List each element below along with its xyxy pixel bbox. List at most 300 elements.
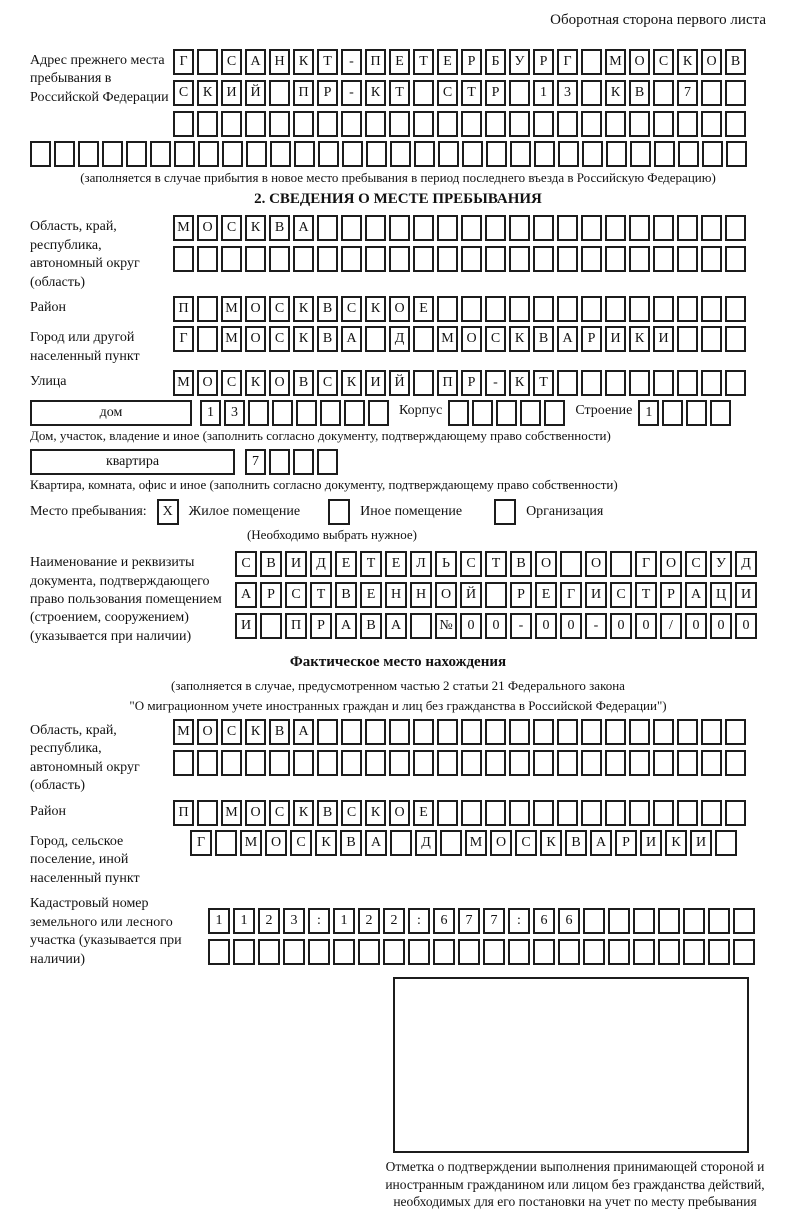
char-cell[interactable] <box>215 830 237 856</box>
char-cell[interactable]: О <box>245 326 266 352</box>
char-cell[interactable]: М <box>465 830 487 856</box>
char-cell[interactable]: К <box>629 326 650 352</box>
char-cell[interactable] <box>605 111 626 137</box>
char-cell[interactable]: С <box>221 719 242 745</box>
char-cell[interactable]: Д <box>735 551 757 577</box>
char-cell[interactable]: Р <box>260 582 282 608</box>
char-cell[interactable]: : <box>408 908 430 934</box>
char-cell[interactable]: Р <box>310 613 332 639</box>
char-cell[interactable]: Г <box>173 49 194 75</box>
house-box[interactable]: дом <box>30 400 192 426</box>
char-cell[interactable] <box>653 80 674 106</box>
char-cell[interactable] <box>233 939 255 965</box>
char-cell[interactable] <box>174 141 195 167</box>
char-cell[interactable] <box>269 80 290 106</box>
char-cell[interactable] <box>269 111 290 137</box>
char-cell[interactable] <box>458 939 480 965</box>
char-cell[interactable]: С <box>290 830 312 856</box>
char-cell[interactable] <box>461 750 482 776</box>
char-cell[interactable] <box>533 800 554 826</box>
char-cell[interactable]: - <box>485 370 506 396</box>
char-cell[interactable]: 2 <box>358 908 380 934</box>
char-cell[interactable] <box>102 141 123 167</box>
char-cell[interactable]: 7 <box>245 449 266 475</box>
char-cell[interactable] <box>126 141 147 167</box>
char-cell[interactable]: О <box>245 296 266 322</box>
char-cell[interactable] <box>510 141 531 167</box>
char-cell[interactable] <box>509 719 530 745</box>
char-cell[interactable] <box>508 939 530 965</box>
char-cell[interactable] <box>725 296 746 322</box>
char-cell[interactable] <box>710 400 731 426</box>
char-cell[interactable]: Й <box>460 582 482 608</box>
char-cell[interactable]: К <box>245 719 266 745</box>
char-cell[interactable] <box>197 800 218 826</box>
char-cell[interactable] <box>390 141 411 167</box>
char-cell[interactable] <box>341 719 362 745</box>
char-cell[interactable] <box>581 750 602 776</box>
char-cell[interactable] <box>658 908 680 934</box>
char-cell[interactable] <box>485 111 506 137</box>
char-cell[interactable]: О <box>197 370 218 396</box>
char-cell[interactable]: К <box>293 800 314 826</box>
char-cell[interactable] <box>365 246 386 272</box>
char-cell[interactable]: А <box>365 830 387 856</box>
char-cell[interactable] <box>733 939 755 965</box>
char-cell[interactable] <box>461 800 482 826</box>
char-cell[interactable]: И <box>605 326 626 352</box>
char-cell[interactable] <box>260 613 282 639</box>
char-cell[interactable]: Е <box>360 582 382 608</box>
char-cell[interactable] <box>581 215 602 241</box>
char-cell[interactable] <box>358 939 380 965</box>
char-cell[interactable] <box>633 939 655 965</box>
char-cell[interactable] <box>318 141 339 167</box>
char-cell[interactable] <box>733 908 755 934</box>
char-cell[interactable]: 6 <box>558 908 580 934</box>
char-cell[interactable] <box>557 750 578 776</box>
char-cell[interactable] <box>605 800 626 826</box>
char-cell[interactable]: М <box>605 49 626 75</box>
flat-box[interactable]: квартира <box>30 449 235 475</box>
char-cell[interactable]: О <box>197 215 218 241</box>
char-cell[interactable] <box>509 750 530 776</box>
char-cell[interactable] <box>150 141 171 167</box>
char-cell[interactable]: В <box>317 296 338 322</box>
char-cell[interactable] <box>509 80 530 106</box>
char-cell[interactable]: Е <box>389 49 410 75</box>
char-cell[interactable] <box>677 215 698 241</box>
char-cell[interactable]: И <box>735 582 757 608</box>
char-cell[interactable]: Р <box>533 49 554 75</box>
char-cell[interactable]: С <box>269 800 290 826</box>
char-cell[interactable] <box>485 246 506 272</box>
char-cell[interactable] <box>389 111 410 137</box>
char-cell[interactable]: К <box>509 326 530 352</box>
char-cell[interactable]: К <box>197 80 218 106</box>
char-cell[interactable]: Т <box>310 582 332 608</box>
char-cell[interactable] <box>245 111 266 137</box>
char-cell[interactable] <box>677 296 698 322</box>
char-cell[interactable]: М <box>240 830 262 856</box>
char-cell[interactable] <box>605 296 626 322</box>
char-cell[interactable]: А <box>245 49 266 75</box>
char-cell[interactable]: А <box>590 830 612 856</box>
char-cell[interactable]: С <box>460 551 482 577</box>
char-cell[interactable]: : <box>508 908 530 934</box>
char-cell[interactable]: В <box>565 830 587 856</box>
char-cell[interactable] <box>702 141 723 167</box>
char-cell[interactable] <box>197 296 218 322</box>
char-cell[interactable] <box>440 830 462 856</box>
char-cell[interactable]: Г <box>190 830 212 856</box>
char-cell[interactable]: К <box>245 370 266 396</box>
char-cell[interactable]: О <box>701 49 722 75</box>
char-cell[interactable] <box>653 800 674 826</box>
char-cell[interactable]: И <box>365 370 386 396</box>
char-cell[interactable] <box>222 141 243 167</box>
char-cell[interactable] <box>678 141 699 167</box>
char-cell[interactable]: 0 <box>535 613 557 639</box>
char-cell[interactable]: И <box>640 830 662 856</box>
char-cell[interactable] <box>413 719 434 745</box>
char-cell[interactable] <box>413 326 434 352</box>
char-cell[interactable]: К <box>540 830 562 856</box>
char-cell[interactable]: Е <box>437 49 458 75</box>
char-cell[interactable] <box>317 750 338 776</box>
char-cell[interactable]: - <box>341 49 362 75</box>
char-cell[interactable] <box>605 750 626 776</box>
char-cell[interactable]: А <box>685 582 707 608</box>
char-cell[interactable]: А <box>385 613 407 639</box>
char-cell[interactable] <box>701 80 722 106</box>
char-cell[interactable] <box>653 215 674 241</box>
char-cell[interactable] <box>365 719 386 745</box>
char-cell[interactable]: О <box>535 551 557 577</box>
char-cell[interactable]: О <box>435 582 457 608</box>
char-cell[interactable] <box>485 800 506 826</box>
char-cell[interactable]: К <box>665 830 687 856</box>
char-cell[interactable]: С <box>173 80 194 106</box>
char-cell[interactable]: : <box>308 908 330 934</box>
char-cell[interactable]: Й <box>245 80 266 106</box>
char-cell[interactable] <box>173 750 194 776</box>
char-cell[interactable] <box>317 246 338 272</box>
char-cell[interactable]: С <box>437 80 458 106</box>
char-cell[interactable] <box>414 141 435 167</box>
char-cell[interactable]: К <box>605 80 626 106</box>
char-cell[interactable] <box>605 370 626 396</box>
char-cell[interactable] <box>317 111 338 137</box>
char-cell[interactable]: П <box>173 296 194 322</box>
char-cell[interactable]: У <box>710 551 732 577</box>
char-cell[interactable] <box>725 246 746 272</box>
char-cell[interactable]: И <box>690 830 712 856</box>
char-cell[interactable] <box>342 141 363 167</box>
char-cell[interactable] <box>413 80 434 106</box>
char-cell[interactable] <box>461 246 482 272</box>
char-cell[interactable] <box>653 296 674 322</box>
char-cell[interactable]: В <box>533 326 554 352</box>
char-cell[interactable] <box>533 750 554 776</box>
char-cell[interactable]: С <box>317 370 338 396</box>
char-cell[interactable] <box>365 215 386 241</box>
char-cell[interactable] <box>245 750 266 776</box>
char-cell[interactable] <box>533 939 555 965</box>
char-cell[interactable] <box>461 296 482 322</box>
char-cell[interactable] <box>198 141 219 167</box>
char-cell[interactable]: Д <box>415 830 437 856</box>
char-cell[interactable] <box>485 215 506 241</box>
char-cell[interactable] <box>662 400 683 426</box>
char-cell[interactable]: 1 <box>638 400 659 426</box>
char-cell[interactable]: 1 <box>200 400 221 426</box>
char-cell[interactable] <box>654 141 675 167</box>
char-cell[interactable] <box>533 246 554 272</box>
char-cell[interactable]: А <box>341 326 362 352</box>
char-cell[interactable]: М <box>173 215 194 241</box>
char-cell[interactable] <box>630 141 651 167</box>
char-cell[interactable]: В <box>269 719 290 745</box>
char-cell[interactable] <box>461 215 482 241</box>
checkbox-organization[interactable] <box>494 499 516 525</box>
char-cell[interactable] <box>509 246 530 272</box>
char-cell[interactable] <box>509 215 530 241</box>
char-cell[interactable] <box>485 719 506 745</box>
char-cell[interactable] <box>629 719 650 745</box>
char-cell[interactable] <box>438 141 459 167</box>
char-cell[interactable] <box>270 141 291 167</box>
char-cell[interactable] <box>701 800 722 826</box>
char-cell[interactable] <box>221 750 242 776</box>
char-cell[interactable]: М <box>221 326 242 352</box>
char-cell[interactable]: М <box>437 326 458 352</box>
char-cell[interactable]: Д <box>389 326 410 352</box>
char-cell[interactable] <box>677 246 698 272</box>
char-cell[interactable]: Д <box>310 551 332 577</box>
char-cell[interactable]: С <box>653 49 674 75</box>
char-cell[interactable] <box>581 80 602 106</box>
char-cell[interactable] <box>30 141 51 167</box>
char-cell[interactable]: 7 <box>677 80 698 106</box>
char-cell[interactable] <box>413 246 434 272</box>
char-cell[interactable] <box>533 111 554 137</box>
char-cell[interactable] <box>509 800 530 826</box>
char-cell[interactable]: 1 <box>533 80 554 106</box>
char-cell[interactable] <box>294 141 315 167</box>
char-cell[interactable] <box>701 370 722 396</box>
char-cell[interactable] <box>437 750 458 776</box>
char-cell[interactable]: К <box>245 215 266 241</box>
char-cell[interactable]: С <box>285 582 307 608</box>
char-cell[interactable]: И <box>285 551 307 577</box>
char-cell[interactable] <box>708 939 730 965</box>
char-cell[interactable]: М <box>221 800 242 826</box>
char-cell[interactable] <box>701 111 722 137</box>
char-cell[interactable]: 7 <box>483 908 505 934</box>
char-cell[interactable] <box>258 939 280 965</box>
char-cell[interactable] <box>608 908 630 934</box>
char-cell[interactable] <box>509 111 530 137</box>
char-cell[interactable] <box>433 939 455 965</box>
char-cell[interactable] <box>269 246 290 272</box>
char-cell[interactable]: П <box>365 49 386 75</box>
char-cell[interactable] <box>715 830 737 856</box>
char-cell[interactable]: К <box>315 830 337 856</box>
char-cell[interactable] <box>389 719 410 745</box>
char-cell[interactable] <box>558 141 579 167</box>
char-cell[interactable] <box>557 719 578 745</box>
char-cell[interactable]: О <box>245 800 266 826</box>
char-cell[interactable]: С <box>269 326 290 352</box>
char-cell[interactable]: О <box>629 49 650 75</box>
char-cell[interactable]: Р <box>461 370 482 396</box>
char-cell[interactable] <box>437 719 458 745</box>
char-cell[interactable] <box>701 246 722 272</box>
char-cell[interactable] <box>245 246 266 272</box>
char-cell[interactable] <box>583 908 605 934</box>
char-cell[interactable] <box>365 111 386 137</box>
char-cell[interactable]: 6 <box>433 908 455 934</box>
char-cell[interactable]: В <box>317 326 338 352</box>
char-cell[interactable]: К <box>509 370 530 396</box>
char-cell[interactable]: № <box>435 613 457 639</box>
char-cell[interactable] <box>437 800 458 826</box>
char-cell[interactable]: В <box>317 800 338 826</box>
char-cell[interactable] <box>389 215 410 241</box>
char-cell[interactable] <box>269 449 290 475</box>
char-cell[interactable] <box>296 400 317 426</box>
char-cell[interactable]: К <box>341 370 362 396</box>
char-cell[interactable]: - <box>585 613 607 639</box>
char-cell[interactable]: И <box>235 613 257 639</box>
confirmation-mark-box[interactable] <box>393 977 749 1153</box>
char-cell[interactable]: А <box>235 582 257 608</box>
char-cell[interactable] <box>317 215 338 241</box>
char-cell[interactable] <box>725 80 746 106</box>
char-cell[interactable] <box>683 939 705 965</box>
char-cell[interactable]: С <box>221 370 242 396</box>
char-cell[interactable]: К <box>365 296 386 322</box>
char-cell[interactable]: 2 <box>383 908 405 934</box>
char-cell[interactable] <box>701 296 722 322</box>
char-cell[interactable] <box>701 750 722 776</box>
char-cell[interactable] <box>437 215 458 241</box>
char-cell[interactable]: С <box>485 326 506 352</box>
char-cell[interactable] <box>653 719 674 745</box>
char-cell[interactable] <box>677 750 698 776</box>
char-cell[interactable] <box>557 370 578 396</box>
char-cell[interactable]: П <box>293 80 314 106</box>
char-cell[interactable]: С <box>610 582 632 608</box>
char-cell[interactable] <box>496 400 517 426</box>
char-cell[interactable] <box>483 939 505 965</box>
char-cell[interactable] <box>605 215 626 241</box>
char-cell[interactable] <box>389 750 410 776</box>
char-cell[interactable]: Т <box>317 49 338 75</box>
char-cell[interactable] <box>413 370 434 396</box>
char-cell[interactable] <box>366 141 387 167</box>
char-cell[interactable] <box>725 370 746 396</box>
char-cell[interactable] <box>341 750 362 776</box>
char-cell[interactable]: Л <box>410 551 432 577</box>
char-cell[interactable] <box>605 246 626 272</box>
char-cell[interactable] <box>485 296 506 322</box>
char-cell[interactable]: 0 <box>485 613 507 639</box>
char-cell[interactable] <box>317 449 338 475</box>
char-cell[interactable]: Т <box>461 80 482 106</box>
char-cell[interactable]: В <box>260 551 282 577</box>
char-cell[interactable]: 0 <box>735 613 757 639</box>
char-cell[interactable]: Р <box>317 80 338 106</box>
char-cell[interactable] <box>725 111 746 137</box>
char-cell[interactable]: / <box>660 613 682 639</box>
char-cell[interactable]: 2 <box>258 908 280 934</box>
char-cell[interactable]: 1 <box>233 908 255 934</box>
char-cell[interactable] <box>629 800 650 826</box>
char-cell[interactable]: Е <box>335 551 357 577</box>
char-cell[interactable] <box>629 215 650 241</box>
char-cell[interactable]: П <box>173 800 194 826</box>
char-cell[interactable] <box>208 939 230 965</box>
char-cell[interactable]: С <box>221 49 242 75</box>
char-cell[interactable]: Н <box>410 582 432 608</box>
char-cell[interactable] <box>173 246 194 272</box>
char-cell[interactable]: О <box>265 830 287 856</box>
char-cell[interactable] <box>320 400 341 426</box>
char-cell[interactable] <box>437 296 458 322</box>
char-cell[interactable] <box>344 400 365 426</box>
char-cell[interactable]: 3 <box>557 80 578 106</box>
char-cell[interactable] <box>726 141 747 167</box>
char-cell[interactable] <box>629 246 650 272</box>
char-cell[interactable] <box>677 719 698 745</box>
char-cell[interactable]: П <box>437 370 458 396</box>
char-cell[interactable]: Р <box>660 582 682 608</box>
char-cell[interactable]: В <box>510 551 532 577</box>
char-cell[interactable]: 1 <box>208 908 230 934</box>
char-cell[interactable]: Й <box>389 370 410 396</box>
char-cell[interactable]: Т <box>533 370 554 396</box>
char-cell[interactable] <box>341 215 362 241</box>
char-cell[interactable] <box>581 719 602 745</box>
char-cell[interactable]: Т <box>413 49 434 75</box>
char-cell[interactable] <box>725 326 746 352</box>
char-cell[interactable]: Т <box>485 551 507 577</box>
char-cell[interactable] <box>365 750 386 776</box>
char-cell[interactable] <box>410 613 432 639</box>
char-cell[interactable]: В <box>360 613 382 639</box>
char-cell[interactable]: А <box>335 613 357 639</box>
char-cell[interactable]: К <box>365 800 386 826</box>
char-cell[interactable]: А <box>293 215 314 241</box>
char-cell[interactable]: Е <box>535 582 557 608</box>
char-cell[interactable]: Е <box>413 296 434 322</box>
char-cell[interactable] <box>221 111 242 137</box>
char-cell[interactable]: 7 <box>458 908 480 934</box>
char-cell[interactable] <box>701 215 722 241</box>
char-cell[interactable]: А <box>557 326 578 352</box>
char-cell[interactable]: О <box>197 719 218 745</box>
char-cell[interactable]: К <box>677 49 698 75</box>
char-cell[interactable] <box>173 111 194 137</box>
char-cell[interactable]: - <box>341 80 362 106</box>
char-cell[interactable] <box>448 400 469 426</box>
checkbox-other-premises[interactable] <box>328 499 350 525</box>
char-cell[interactable]: Е <box>385 551 407 577</box>
char-cell[interactable] <box>341 246 362 272</box>
char-cell[interactable]: Р <box>461 49 482 75</box>
